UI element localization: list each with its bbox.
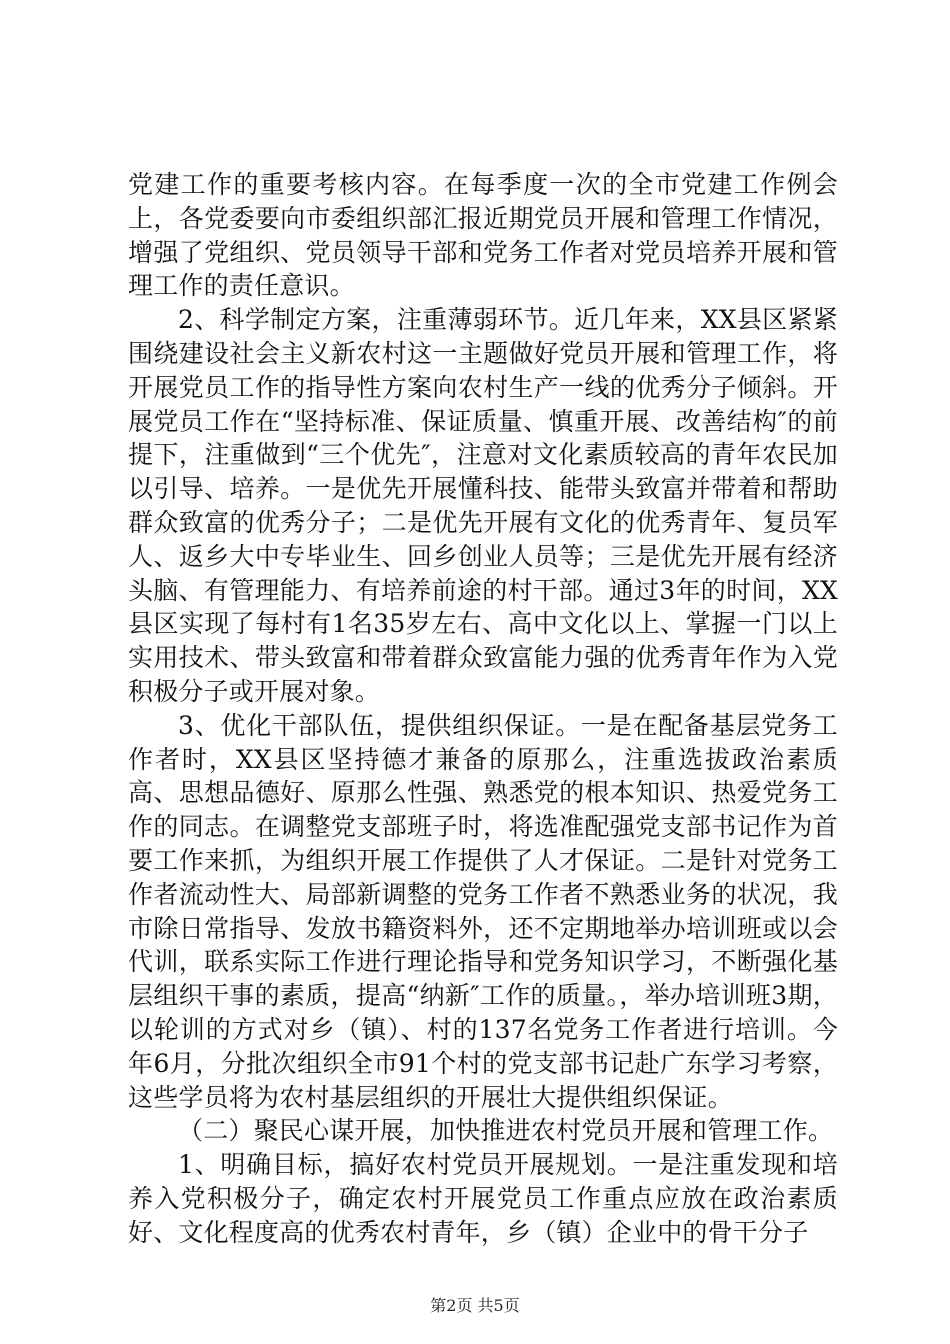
paragraph-scientific-plan: 2、科学制定方案，注重薄弱环节。近几年来，XX县区紧紧围绕建设社会主义新农村这一主题做好党员开展和管理工作，将开展党员工作的指导性方案向农村生产一线的优秀分子倾斜。开展党员工作在“坚持标准、保证质量、慎重开展、改善结构″的前提下，注重做到“三个优先″，注意对文化素质较高的青年农民加以引导、培养。一是优先开展懂科技、能带头致富并带着和帮助群众致富的优秀分子；二是优先开展有文化的优秀青年、复员军人、返乡大中专毕业生、回乡创业人员等；三是优先开展有经济头脑、有管理能力、有培养前途的村干部。通过3年的时间，XX县区实现了每村有1名35岁左右、高中文化以上、掌握一门以上实用技术、带头致富和带着群众致富能力强的优秀青年作为入党积极分子或开展对象。 xyxy=(128,305,838,706)
section-heading-two: （二）聚民心谋开展，加快推进农村党员开展和管理工作。 xyxy=(178,1116,834,1146)
paragraph-clear-goals: 1、明确目标，搞好农村党员开展规划。一是注重发现和培养入党积极分子，确定农村开展党员工作重点应放在政治素质好、文化程度高的优秀农村青年，乡（镇）企业中的骨干分子 xyxy=(128,1150,838,1247)
page-number-label: 第2页 共5页 xyxy=(430,1296,520,1315)
document-body xyxy=(128,168,838,1250)
page-footer xyxy=(0,1296,950,1316)
paragraph-cadre-team: 3、优化干部队伍，提供组织保证。一是在配备基层党务工作者时，XX县区坚持德才兼备的原那么，注重选拔政治素质高、思想品德好、原那么性强、熟悉党的根本知识、热爱党务工作的同志。在调整党支部班子时，将选准配强党支部书记作为首要工作来抓，为组织开展工作提供了人才保证。二是针对党务工作者流动性大、局部新调整的党务工作者不熟悉业务的状况，我市除日常指导、发放书籍资料外，还不定期地举办培训班或以会代训，联系实际工作进行理论指导和党务知识学习，不断强化基层组织干事的素质，提高“纳新″工作的质量。，举办培训班3期，以轮训的方式对乡（镇）、村的137名党务工作者进行培训。今年6月，分批次组织全市91个村的党支部书记赴广东学习考察，这些学员将为农村基层组织的开展壮大提供组织保证。 xyxy=(128,710,838,1112)
paragraph-assessment-content: 党建工作的重要考核内容。在每季度一次的全市党建工作例会上，各党委要向市委组织部汇报近期党员开展和管理工作情况，增强了党组织、党员领导干部和党务工作者对党员培养开展和管理工作的责任意识。 xyxy=(128,170,838,301)
